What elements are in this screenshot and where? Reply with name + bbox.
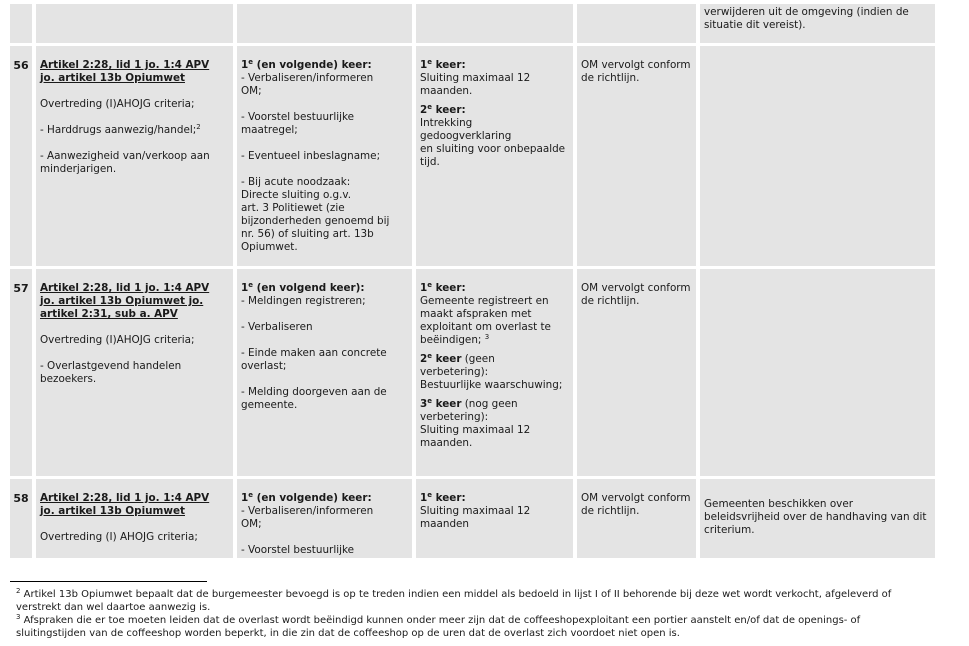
notes-text: verwijderen uit de omgeving (indien de situatie dit vereist). xyxy=(704,6,909,31)
cell-number xyxy=(10,46,32,266)
row-number: 57 xyxy=(13,282,29,295)
article-reference: Artikel 2:28, lid 1 jo. 1:4 APV jo. artikel 13b Opiumwet jo. artikel 2:31, sub a. APV xyxy=(40,282,210,320)
cell-om xyxy=(577,46,696,266)
measure-text: Intrekking gedoogverklaring en sluiting voor onbepaalde tijd. xyxy=(420,117,566,168)
om-text: OM vervolgt conform de richtlijn. xyxy=(581,59,691,84)
article-reference: Artikel 2:28, lid 1 jo. 1:4 APV jo. artikel 13b Opiumwet xyxy=(40,59,210,84)
police-action: - Bij acute noodzaak: Directe sluiting o.g.v. art. 3 Politiewet (zie bijzonderheden genoemd bij nr. 56) of sluiting art. 13b Opiumwet. xyxy=(241,176,390,253)
measure-text: Sluiting maximaal 12 maanden xyxy=(420,505,531,530)
cell-om xyxy=(577,479,696,558)
cell-number xyxy=(10,4,32,43)
measure-heading: 1e keer: xyxy=(420,491,466,504)
cell-article xyxy=(36,4,233,43)
row-number: 58 xyxy=(13,492,29,505)
measure-heading: 1e keer: xyxy=(420,281,466,294)
police-heading: 1e (en volgende) keer: xyxy=(241,58,372,71)
offense-text: Overtreding (I) AHOJG criteria; xyxy=(40,531,198,543)
footnote-ref: 3 xyxy=(484,333,490,341)
cell-number xyxy=(10,479,32,558)
table-row-56 xyxy=(10,46,935,266)
cell-police xyxy=(237,269,412,476)
police-action: - Voorstel bestuurlijke xyxy=(241,544,355,556)
cell-article xyxy=(36,46,233,266)
table-row-58 xyxy=(10,479,935,558)
footnote-3: $^3$ Afspraken die er toe moeten leiden dat de overlast wordt beëindigd kunnen onder meer zijn dat de coffeeshopexploitant een portier aanstelt en/of dat de openings- of sluitingstijden van de coffeeshop worden beperkt, in die zin dat de coffeeshop op de uren dat de overlast zich voordoet niet open is. xyxy=(16,613,861,639)
measure-heading: 2e keer (geen verbetering): xyxy=(420,352,495,378)
offense-bullet: - Overlastgevend handelen bezoekers. xyxy=(40,360,182,385)
cell-notes xyxy=(700,479,935,558)
cell-police xyxy=(237,46,412,266)
cell-measures xyxy=(416,46,573,266)
cell-measures xyxy=(416,269,573,476)
measure-text: Sluiting maximaal 12 maanden. xyxy=(420,72,531,97)
offense-text: Overtreding (I)AHOJG criteria; xyxy=(40,334,195,346)
measure-heading: 1e keer: xyxy=(420,58,466,71)
row-number: 56 xyxy=(13,59,29,72)
cell-number xyxy=(10,269,32,476)
police-action: - Verbaliseren/informeren OM; xyxy=(241,505,374,530)
measure-heading: 3e keer (nog geen verbetering): xyxy=(420,397,518,423)
police-action: - Melding doorgeven aan de gemeente. xyxy=(241,386,387,411)
cell-measures xyxy=(416,4,573,43)
offense-text: Overtreding (I)AHOJG criteria; xyxy=(40,98,195,110)
police-action: - Meldingen registreren; xyxy=(241,295,366,307)
om-text: OM vervolgt conform de richtlijn. xyxy=(581,282,691,307)
police-heading: 1e (en volgend keer): xyxy=(241,281,365,294)
table-row-57 xyxy=(10,269,935,476)
police-action: - Eventueel inbeslagname; xyxy=(241,150,381,162)
measure-heading: 2e keer: xyxy=(420,103,466,116)
om-text: OM vervolgt conform de richtlijn. xyxy=(581,492,691,517)
measure-text: Sluiting maximaal 12 maanden. xyxy=(420,424,531,449)
cell-om xyxy=(577,269,696,476)
footnote-2: $^2$ Artikel 13b Opiumwet bepaalt dat de burgemeester bevoegd is op te treden indien een middel als bedoeld in lijst I of II behorende bij deze wet wordt verkocht, afgeleverd of verstrekt dan wel daartoe aanwezig is. xyxy=(16,587,892,613)
footnote-ref: 2 xyxy=(196,123,201,131)
offense-bullet: - Harddrugs aanwezig/handel;$^2$ xyxy=(40,123,201,136)
cell-article xyxy=(36,479,233,558)
table-row-continuation xyxy=(10,4,935,43)
police-action: - Voorstel bestuurlijke maatregel; xyxy=(241,111,355,136)
police-action: - Verbaliseren/informeren OM; xyxy=(241,72,374,97)
cell-police xyxy=(237,4,412,43)
police-heading: 1e (en volgende) keer: xyxy=(241,491,372,504)
cell-om xyxy=(577,4,696,43)
offense-bullet: - Aanwezigheid van/verkoop aan minderjarigen. xyxy=(40,150,210,175)
article-reference: Artikel 2:28, lid 1 jo. 1:4 APV jo. artikel 13b Opiumwet xyxy=(40,492,210,517)
cell-article xyxy=(36,269,233,476)
cell-notes xyxy=(700,4,935,43)
measure-text: Gemeente registreert en maakt afspraken met exploitant om overlast te beëindigen; $^3$ xyxy=(420,295,551,346)
cell-measures xyxy=(416,479,573,558)
police-action: - Verbaliseren xyxy=(241,321,313,333)
cell-notes xyxy=(700,46,935,266)
measure-text: Bestuurlijke waarschuwing; xyxy=(420,379,563,391)
footnote-divider xyxy=(10,581,207,582)
notes-text: Gemeenten beschikken over beleidsvrijheid over de handhaving van dit criterium. xyxy=(704,498,927,536)
cell-notes xyxy=(700,269,935,476)
police-action: - Einde maken aan concrete overlast; xyxy=(241,347,387,372)
cell-police xyxy=(237,479,412,558)
